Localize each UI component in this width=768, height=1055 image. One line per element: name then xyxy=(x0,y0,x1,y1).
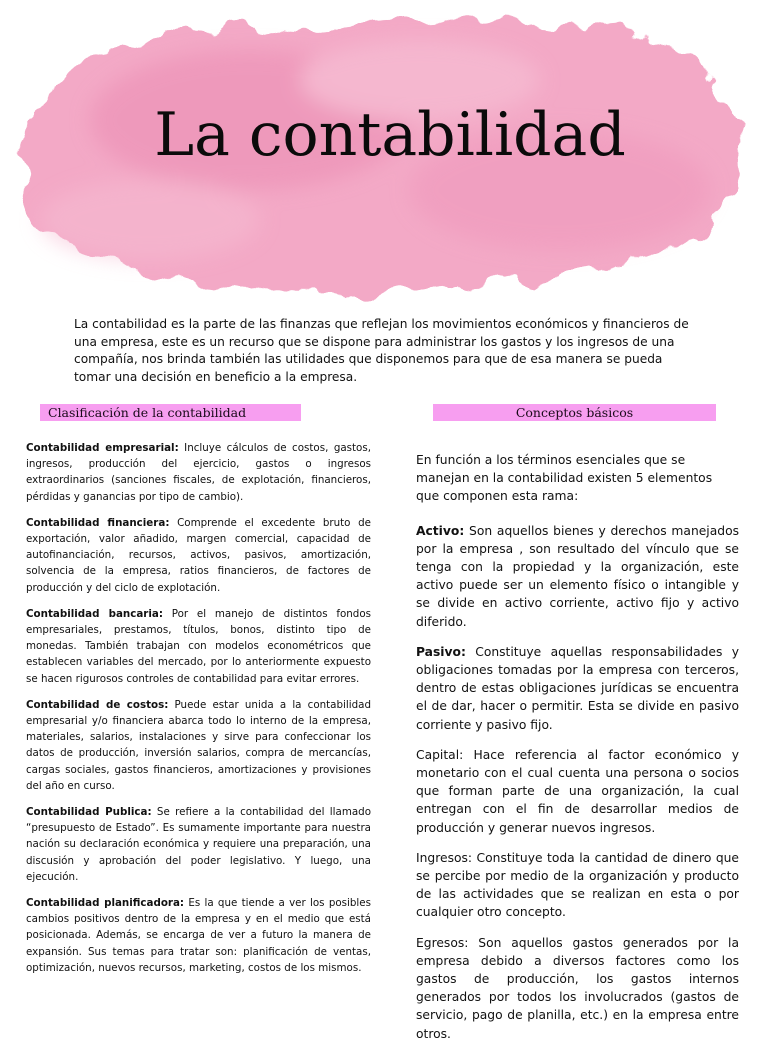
list-item xyxy=(416,934,739,1043)
item-term: Contabilidad de costos: xyxy=(26,698,169,711)
item-term: Contabilidad bancaria: xyxy=(26,607,163,620)
list-item xyxy=(26,895,371,976)
list-item xyxy=(26,804,371,885)
item-text: Incluye cálculos de costos, gastos, ingresos, producción del ejercicio, gastos o ingresos extraordinarios (sanciones fiscales, de explotación, financieros, pérdidas y ganancias por tipo de cambio). xyxy=(26,442,371,503)
classification-column xyxy=(26,440,371,986)
classification-header: Clasificación de la contabilidad xyxy=(40,404,301,421)
page-title: La contabilidad xyxy=(154,100,626,170)
item-text: Egresos: Son aquellos gastos generados por la empresa debido a diversos factores como los gastos de producción, los gastos internos generados por todos los involucrados (gastos de servicio, pago de planilla, etc.) en la empresa entre otros. xyxy=(416,935,739,1041)
item-text: Por el manejo de distintos fondos empresariales, prestamos, títulos, bonos, distinto tipo de monedas. También trabajan con modelos econométricos que establecen variables del mercado, por lo anteriormente expuesto se hacen rigurosos controles de contabilidad para evitar errores. xyxy=(26,607,371,685)
list-item xyxy=(26,697,371,794)
item-term: Contabilidad Publica: xyxy=(26,806,152,819)
list-item xyxy=(416,643,739,734)
item-text: Constituye aquellas responsabilidades y obligaciones tomadas por la empresa con terceros, dentro de estas obligaciones jurídicas se encuentra el de dar, hacer o permitir. Esta se divide en pasivo corriente y pasivo fijo. xyxy=(416,644,739,732)
item-term: Contabilidad planificadora: xyxy=(26,897,185,910)
concepts-header: Conceptos básicos xyxy=(433,404,716,421)
item-text: Se refiere a la contabilidad del llamado “presupuesto de Estado”. Es sumamente importante para nuestra nación su declaración económica y requiere una preparación, una discusión y aprobación del poder legislativo. Y luego, una ejecución. xyxy=(26,806,371,883)
item-text: Son aquellos bienes y derechos manejados por la empresa , son resultado del vínculo que se tenga con la propiedad y la organización, este activo puede ser un elemento físico o intangible y se divide en activo corriente, activo fijo y activo diferido. xyxy=(416,523,739,629)
list-item xyxy=(416,522,739,631)
list-item xyxy=(416,849,739,922)
list-item xyxy=(26,440,371,505)
item-text: Ingresos: Constituye toda la cantidad de dinero que se percibe por medio de la organización y producto de las actividades que se realizan en esta o por cualquier otro concepto. xyxy=(416,850,739,920)
item-text: Es la que tiende a ver los posibles cambios positivos dentro de la empresa y en el medio que está posicionada. Además, se encarga de ver a futuro la manera de expansión. Sus temas para tratar son: planificación de ventas, optimización, nuevos recursos, marketing, costos de los mismos. xyxy=(26,897,371,974)
list-item xyxy=(26,606,371,687)
concepts-lead: En función a los términos esenciales que se manejan en la contabilidad existen 5 elementos que componen esta rama: xyxy=(416,453,713,504)
item-term: Activo: xyxy=(416,523,465,538)
intro-paragraph: La contabilidad es la parte de las finanzas que reflejan los movimientos económicos y financieros de una empresa, este es un recurso que se dispone para administrar los gastos y los ingresos de una compañía, nos brinda también las utilidades que disponemos para que de esa manera se pueda tomar una decisión en beneficio a la empresa. xyxy=(74,317,689,384)
item-text: Comprende el excedente bruto de exportación, valor añadido, margen comercial, capacidad de autofinanciación, recursos, activos, pasivos, amortización, solvencia de la empresa, ratios financieros, de factores de producción y del ciclo de explotación. xyxy=(26,516,371,594)
item-text: Capital: Hace referencia al factor económico y monetario con el cual cuenta una persona o socios que forman parte de una organización, la cual entregan con el fin de desarrollar medios de producción y generar nuevos ingresos. xyxy=(416,747,739,835)
item-term: Contabilidad financiera: xyxy=(26,516,170,529)
concepts-column xyxy=(416,451,739,1055)
item-term: Pasivo: xyxy=(416,644,466,659)
item-term: Contabilidad empresarial: xyxy=(26,442,179,454)
list-item xyxy=(416,746,739,837)
list-item xyxy=(26,515,371,596)
item-text: Puede estar unida a la contabilidad empresarial y/o financiera abarca todo lo interno de la empresa, materiales, salarios, instalaciones y sirve para confeccionar los datos de producción, inversión salarios, compra de mercancías, cargas sociales, gastos financieros, amortizaciones y provisiones del año en curso. xyxy=(26,698,371,792)
